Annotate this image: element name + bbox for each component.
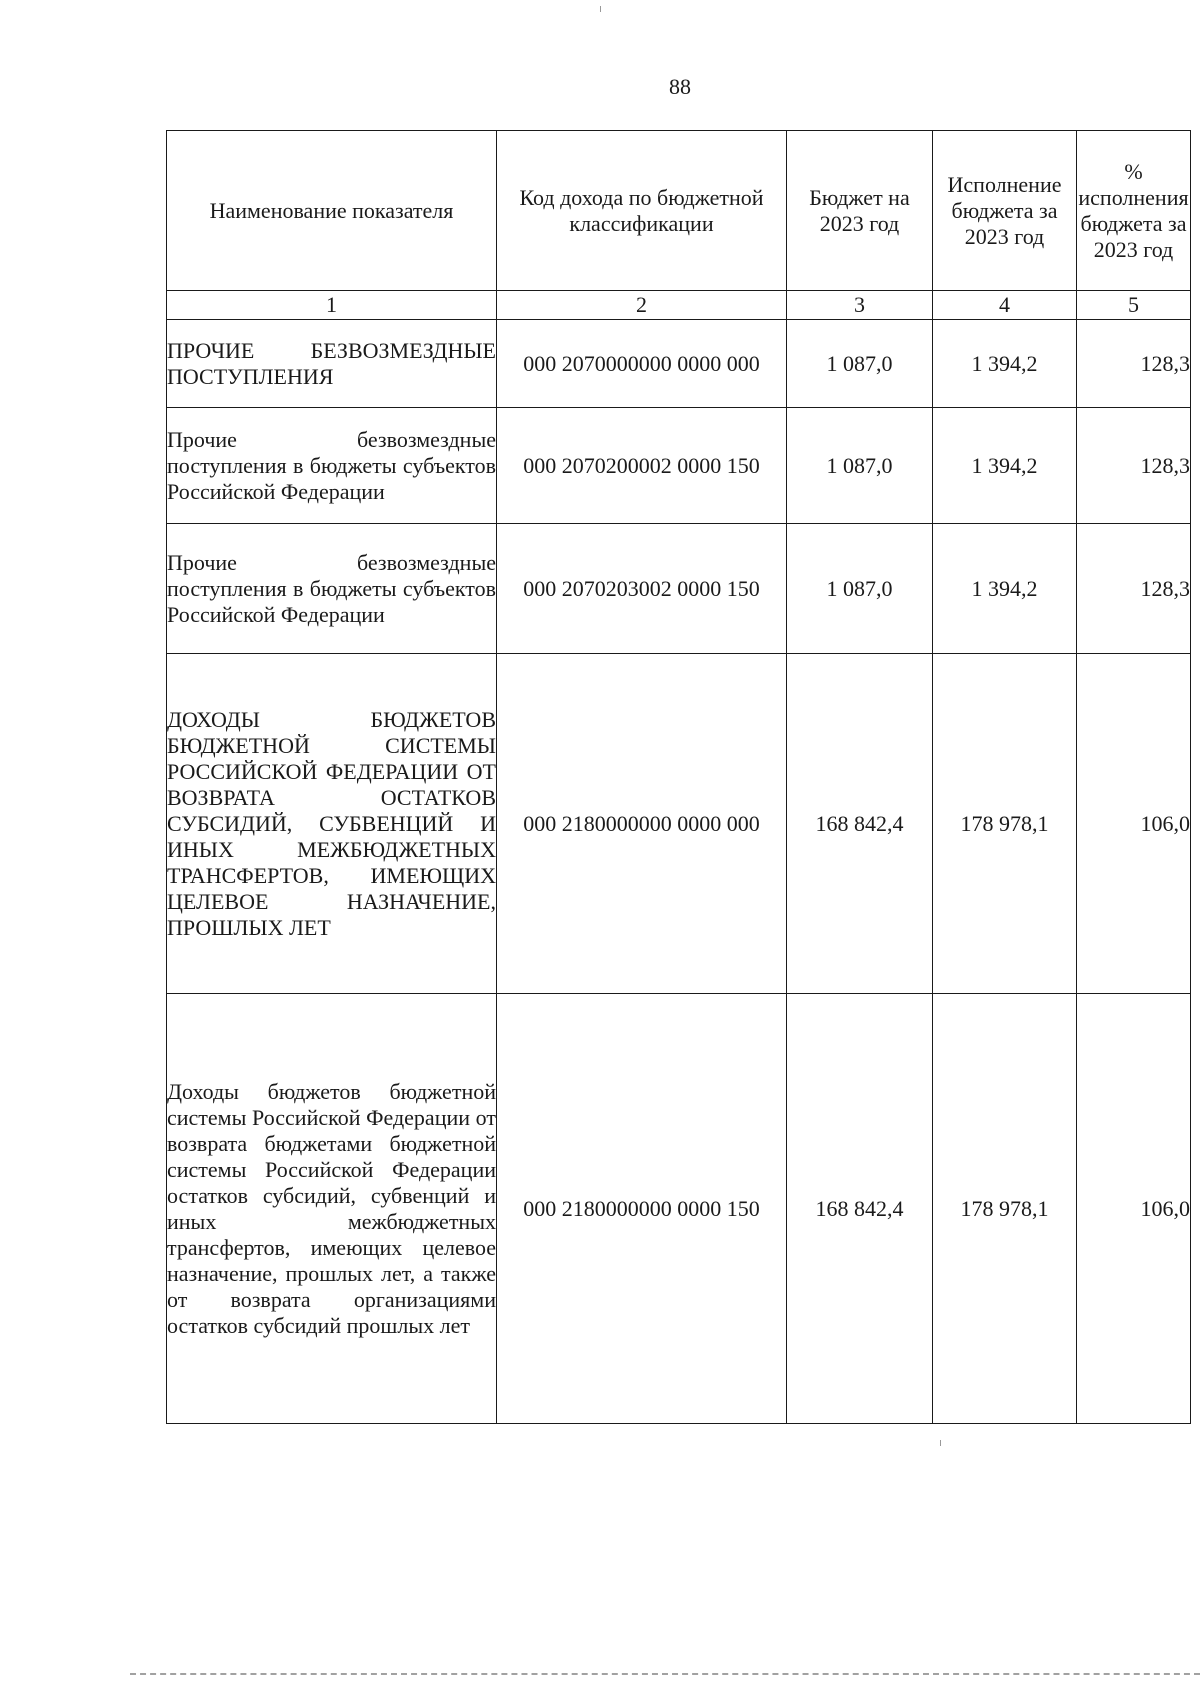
page-number: 88 [669,74,691,99]
table-row [167,320,1191,408]
row-percent: 106,0 [1077,654,1191,994]
row-indicator-name: ДОХОДЫ БЮДЖЕТОВ БЮДЖЕТНОЙ СИСТЕМЫ РОССИЙСКОЙ ФЕДЕРАЦИИ ОТ ВОЗВРАТА ОСТАТКОВ СУБСИДИЙ, СУБВЕНЦИЙ И ИНЫХ МЕЖБЮДЖЕТНЫХ ТРАНСФЕРТОВ, ИМЕЮЩИХ ЦЕЛЕВОЕ НАЗНАЧЕНИЕ, ПРОШЛЫХ ЛЕТ [167,654,497,994]
column-number: 4 [933,291,1077,320]
header-percent-execution: % исполнения бюджета за 2023 год [1077,131,1191,291]
row-budget: 1 087,0 [787,320,933,408]
table-row [167,408,1191,524]
row-percent: 128,3 [1077,408,1191,524]
row-budget: 168 842,4 [787,994,933,1424]
table-row [167,994,1191,1424]
row-budget: 168 842,4 [787,654,933,994]
row-income-code: 000 2180000000 0000 150 [497,994,787,1424]
budget-execution-table [166,130,1191,1424]
scan-tick-mark [600,6,601,12]
row-budget: 1 087,0 [787,524,933,654]
row-indicator-name: Прочие безвозмездные поступления в бюджеты субъектов Российской Федерации [167,524,497,654]
row-percent: 128,3 [1077,320,1191,408]
scan-tick-mark [940,1440,941,1446]
row-income-code: 000 2070203002 0000 150 [497,524,787,654]
scan-fold-line [130,1673,1200,1675]
row-execution: 1 394,2 [933,408,1077,524]
row-income-code: 000 2070000000 0000 000 [497,320,787,408]
row-percent: 128,3 [1077,524,1191,654]
row-percent: 106,0 [1077,994,1191,1424]
header-income-code: Код дохода по бюджетной классификации [497,131,787,291]
header-row [167,131,1191,291]
row-income-code: 000 2180000000 0000 000 [497,654,787,994]
row-indicator-name: ПРОЧИЕ БЕЗВОЗМЕЗДНЫЕ ПОСТУПЛЕНИЯ [167,320,497,408]
column-number: 3 [787,291,933,320]
column-number: 2 [497,291,787,320]
row-execution: 178 978,1 [933,654,1077,994]
column-number: 1 [167,291,497,320]
row-budget: 1 087,0 [787,408,933,524]
table-row [167,654,1191,994]
row-execution: 1 394,2 [933,524,1077,654]
header-indicator-name: Наименование показателя [167,131,497,291]
row-execution: 178 978,1 [933,994,1077,1424]
row-indicator-name: Прочие безвозмездные поступления в бюджеты субъектов Российской Федерации [167,408,497,524]
row-income-code: 000 2070200002 0000 150 [497,408,787,524]
row-indicator-name: Доходы бюджетов бюджетной системы Российской Федерации от возврата бюджетами бюджетной системы Российской Федерации остатков субсидий, субвенций и иных межбюджетных трансфертов, имеющих целевое назначение, прошлых лет, а также от возврата организациями остатков субсидий прошлых лет [167,994,497,1424]
column-number-row [167,291,1191,320]
table-row [167,524,1191,654]
header-budget-2023: Бюджет на 2023 год [787,131,933,291]
row-execution: 1 394,2 [933,320,1077,408]
header-execution-2023: Исполнение бюджета за 2023 год [933,131,1077,291]
column-number: 5 [1077,291,1191,320]
